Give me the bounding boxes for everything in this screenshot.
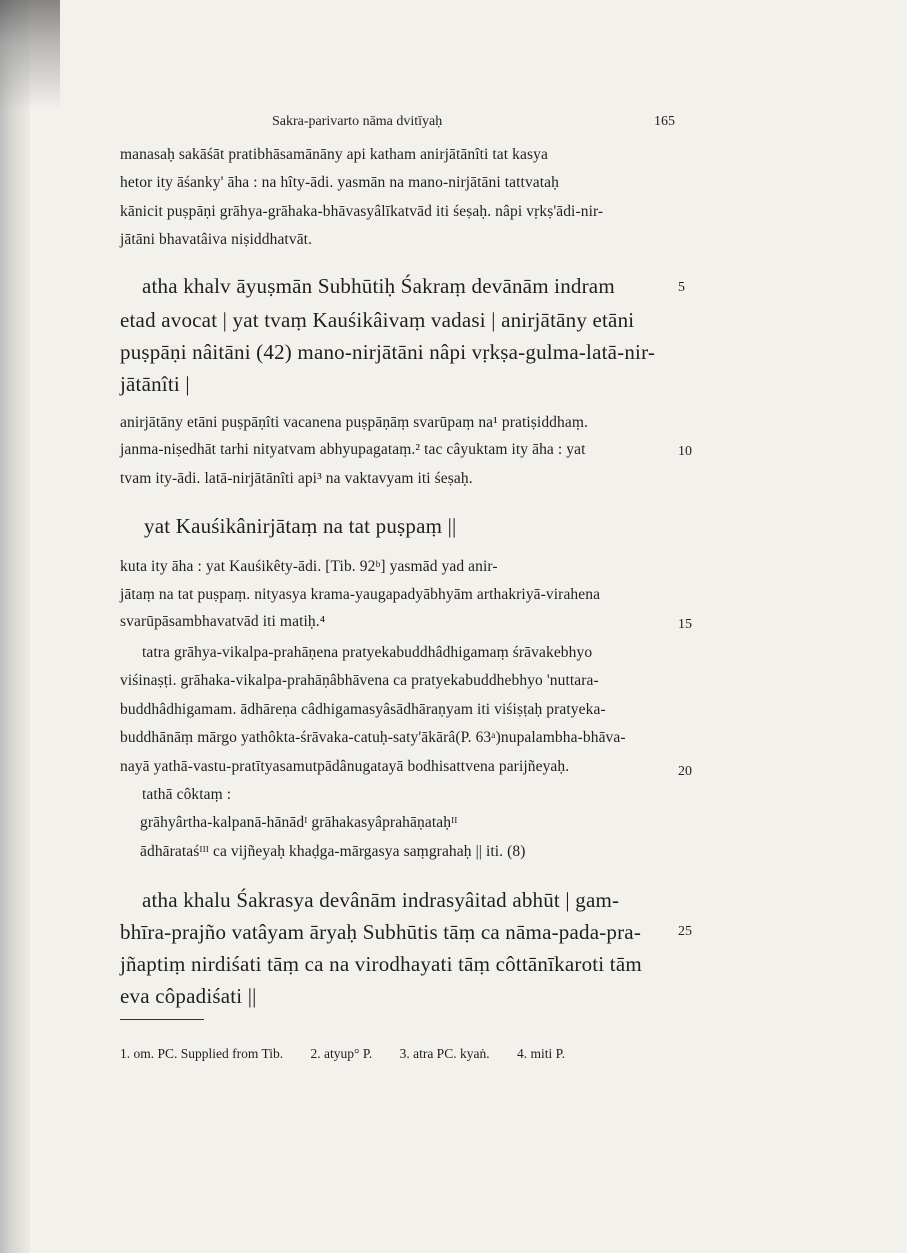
text-line-20: nayā yathā-vastu-pratītyasamutpādânugatayā bodhisattvena parijñeyaḥ. xyxy=(120,758,570,775)
text-line-5: atha khalv āyuṣmān Subhūtiḥ Śakraṃ devānām indram xyxy=(142,274,615,298)
scan-edge-shadow xyxy=(0,0,30,1253)
verse-line-2: ādhārataśᴵᴵᴵ ca vijñeyaḥ khaḍga-mārgasya saṃgrahaḥ || iti. (8) xyxy=(140,843,526,860)
text-line-11: tvam ity-ādi. latā-nirjātānîti api³ na vaktavyam iti śeṣaḥ. xyxy=(120,470,473,487)
text-line-15: svarūpāsambhavatvād iti matiḥ.⁴ xyxy=(120,613,326,630)
line-number-5: 5 xyxy=(678,280,685,295)
line-number-20: 20 xyxy=(678,764,692,779)
text-line-6: etad avocat | yat tvaṃ Kauśikâivaṃ vadasi | anirjātāny etāni xyxy=(120,308,635,332)
line-number-25: 25 xyxy=(678,924,692,939)
text-line-14: jātaṃ na tat puṣpaṃ. nityasya krama-yaugapadyābhyām arthakriyā-virahena xyxy=(120,586,601,603)
text-line-16: tatra grāhya-vikalpa-prahāṇena pratyekabuddhâdhigamaṃ śrāvakebhyo xyxy=(142,644,593,661)
text-line-26: jñaptiṃ nirdiśati tāṃ ca na virodhayati tāṃ côttānīkaroti tām xyxy=(120,952,642,976)
text-line-4: jātāni bhavatâiva niṣiddhatvāt. xyxy=(120,231,313,248)
text-line-1: manasaḥ sakāśāt pratibhāsamānāny api katham anirjātānîti tat kasya xyxy=(120,146,548,163)
text-line-3: kānicit puṣpāṇi grāhya-grāhaka-bhāvasyâlīkatvād iti śeṣaḥ. nâpi vṛkṣ'ādi-nir- xyxy=(120,203,604,220)
text-line-9: anirjātāny etāni puṣpāṇîti vacanena puṣpāṇāṃ svarūpaṃ na¹ pratiṣiddhaṃ. xyxy=(120,414,588,431)
line-number-15: 15 xyxy=(678,617,692,632)
text-line-7: puṣpāṇi nâitāni (42) mano-nirjātāni nâpi vṛkṣa-gulma-latā-nir- xyxy=(120,340,656,364)
scan-corner-shadow xyxy=(0,0,60,110)
footnote-3: 3. atra PC. kyaṅ. xyxy=(399,1046,490,1061)
verse-line-1: grāhyârtha-kalpanā-hānādᴵ grāhakasyâprahāṇataḥᴵᴵ xyxy=(140,814,458,831)
footnote-2: 2. atyup° P. xyxy=(310,1046,373,1061)
text-line-18: buddhâdhigamam. ādhāreṇa câdhigamasyâsādhāraṇyam iti viśiṣṭaḥ pratyeka- xyxy=(120,701,606,718)
text-line-13: kuta ity āha : yat Kauśikêty-ādi. [Tib. 92ᵇ] yasmād yad anir- xyxy=(120,558,498,575)
text-line-8: jātānîti | xyxy=(120,372,190,396)
text-line-24: atha khalu Śakrasya devânām indrasyâitad abhūt | gam- xyxy=(142,888,620,912)
line-number-10: 10 xyxy=(678,444,692,459)
text-line-21: tathā côktaṃ : xyxy=(142,786,232,803)
text-line-19: buddhānāṃ mārgo yathôkta-śrāvaka-catuḥ-saty'ākārâ(P. 63ᵃ)nupalambha-bhāva- xyxy=(120,729,626,746)
footnote-1: 1. om. PC. Supplied from Tib. xyxy=(120,1046,284,1061)
running-title: Sakra-parivarto nāma dvitīyaḥ xyxy=(272,114,443,129)
footnote-rule xyxy=(120,1019,204,1020)
text-line-27: eva côpadiśati || xyxy=(120,984,257,1008)
text-line-2: hetor ity āśanky' āha : na hîty-ādi. yasmān na mano-nirjātāni tattvataḥ xyxy=(120,174,560,191)
text-line-17: viśinaṣṭi. grāhaka-vikalpa-prahāṇâbhāvena ca pratyekabuddhebhyo 'nuttara- xyxy=(120,672,599,689)
footnotes xyxy=(120,1046,589,1062)
text-line-25: bhīra-prajño vatâyam āryaḥ Subhūtis tāṃ ca nāma-pada-pra- xyxy=(120,920,642,944)
page-number: 165 xyxy=(654,114,675,129)
text-line-12: yat Kauśikânirjātaṃ na tat puṣpaṃ || xyxy=(144,514,457,538)
text-line-10: janma-niṣedhāt tarhi nityatvam abhyupagataṃ.² tac câyuktam ity āha : yat xyxy=(120,441,586,458)
footnote-4: 4. miti P. xyxy=(516,1046,565,1061)
